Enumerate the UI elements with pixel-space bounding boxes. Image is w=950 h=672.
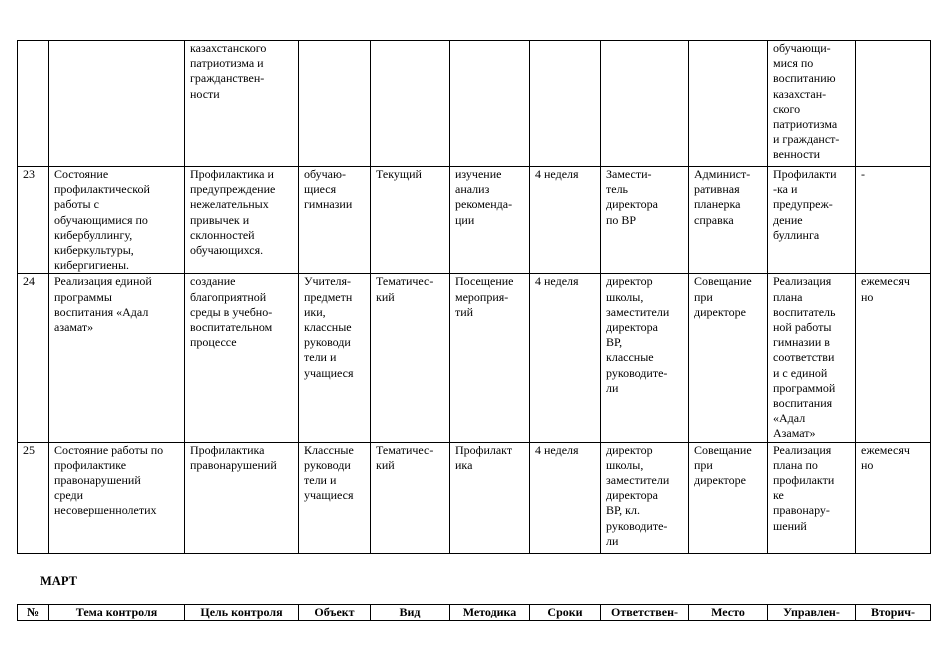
cell-object — [299, 41, 371, 167]
cell-decision: Реализация плана по профилакти ке правонару- шений — [768, 442, 856, 553]
cell-term: 4 неделя — [530, 442, 601, 553]
cell-secondary: ежемесяч но — [856, 274, 931, 442]
cell-num — [18, 41, 49, 167]
table-row — [18, 41, 931, 167]
cell-method: Профилакт ика — [450, 442, 530, 553]
header-term: Сроки — [530, 605, 601, 621]
cell-term — [530, 41, 601, 167]
month-heading: МАРТ — [40, 574, 77, 588]
cell-place: Совещание при директоре — [689, 442, 768, 553]
cell-type: Текущий — [371, 167, 450, 274]
cell-type: Тематичес- кий — [371, 442, 450, 553]
cell-responsible — [601, 41, 689, 167]
cell-method — [450, 41, 530, 167]
header-place: Место — [689, 605, 768, 621]
header-method: Методика — [450, 605, 530, 621]
cell-responsible: директор школы, заместители директора ВР, кл. руководите- ли — [601, 442, 689, 553]
cell-place: Админист- ративная планерка справка — [689, 167, 768, 274]
control-plan-table — [17, 40, 931, 554]
header-decision: Управлен- — [768, 605, 856, 621]
cell-decision: обучающи- мися по воспитанию казахстан- ского патриотизма и гражданст- венности — [768, 41, 856, 167]
header-object: Объект — [299, 605, 371, 621]
cell-secondary: - — [856, 167, 931, 274]
cell-topic: Реализация единой программы воспитания «Адал азамат» — [49, 274, 185, 442]
cell-object: обучаю- щиеся гимназии — [299, 167, 371, 274]
cell-topic: Состояние работы по профилактике правонарушений среди несовершеннолетих — [49, 442, 185, 553]
cell-num: 23 — [18, 167, 49, 274]
cell-goal: создание благоприятной среды в учебно- воспитательном процессе — [185, 274, 299, 442]
cell-type: Тематичес- кий — [371, 274, 450, 442]
cell-responsible: директор школы, заместители директора ВР, классные руководите- ли — [601, 274, 689, 442]
header-goal: Цель контроля — [185, 605, 299, 621]
cell-type — [371, 41, 450, 167]
cell-decision: Реализация плана воспитатель ной работы гимназии в соответстви и с единой программой воспитания «Адал Азамат» — [768, 274, 856, 442]
cell-object: Учителя- предметн ики, классные руководи тели и учащиеся — [299, 274, 371, 442]
cell-num: 24 — [18, 274, 49, 442]
cell-goal: Профилактика правонарушений — [185, 442, 299, 553]
cell-term: 4 неделя — [530, 274, 601, 442]
cell-secondary — [856, 41, 931, 167]
cell-term: 4 неделя — [530, 167, 601, 274]
cell-num: 25 — [18, 442, 49, 553]
cell-goal: казахстанского патриотизма и гражданствен- ности — [185, 41, 299, 167]
cell-object: Классные руководи тели и учащиеся — [299, 442, 371, 553]
cell-topic — [49, 41, 185, 167]
march-plan-header-table — [17, 604, 931, 621]
cell-responsible: Замести- тель директора по ВР — [601, 167, 689, 274]
header-topic: Тема контроля — [49, 605, 185, 621]
cell-method: изучение анализ рекоменда- ции — [450, 167, 530, 274]
cell-method: Посещение мероприя- тий — [450, 274, 530, 442]
cell-topic: Состояние профилактической работы с обучающимися по кибербуллингу, киберкультуры, кибергигиены. — [49, 167, 185, 274]
cell-place — [689, 41, 768, 167]
table-row — [18, 274, 931, 442]
header-row — [18, 605, 931, 621]
header-num: № — [18, 605, 49, 621]
table-row — [18, 442, 931, 553]
cell-secondary: ежемесяч но — [856, 442, 931, 553]
table-row — [18, 167, 931, 274]
cell-decision: Профилакти -ка и предупреж- дение буллинга — [768, 167, 856, 274]
cell-goal: Профилактика и предупреждение нежелательных привычек и склонностей обучающихся. — [185, 167, 299, 274]
cell-place: Совещание при директоре — [689, 274, 768, 442]
header-secondary: Вторич- — [856, 605, 931, 621]
header-type: Вид — [371, 605, 450, 621]
header-responsible: Ответствен- — [601, 605, 689, 621]
